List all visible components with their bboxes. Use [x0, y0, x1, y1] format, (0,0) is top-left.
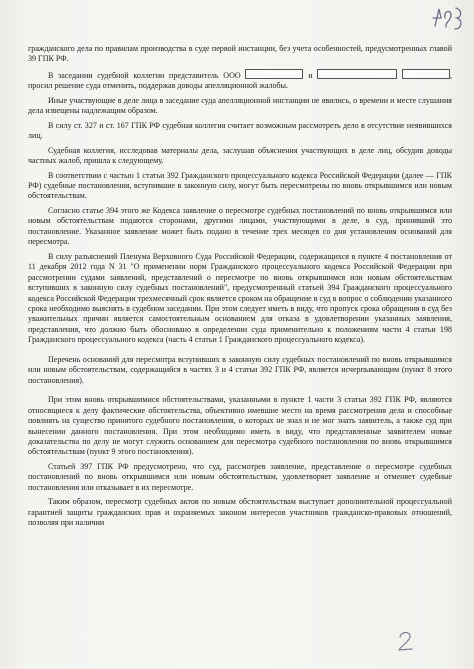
paragraph-article-394: Согласно статье 394 этого же Кодекса заявление о пересмотре судебных постановлений по вновь открывшимся или новым обстоятельствам подаются сторонами, другими лицами, участвующими в деле, в суд, принявший это постановление. Указанное заявление может быть подано в течение трех месяцев со дня установления оснований для пересмотра.: [28, 205, 452, 247]
handwritten-page-number-top: [429, 4, 465, 32]
paragraph-session: В заседании судебной коллегии представитель ООО и , просил решение суда отменить, поддержав доводы апелляционной жалобы.: [28, 70, 453, 91]
paragraph-article-392: В соответствии с частью 1 статьи 392 Гражданского процессуального кодекса Российской Федерации (далее — ГПК РФ) судебные постановления, вступившие в законную силу, могут быть пересмотрены по вновь открывшимся или новым обстоятельствам.: [28, 170, 452, 201]
redacted-field: [245, 69, 303, 79]
paragraph-list-of-grounds: Перечень оснований для пересмотра вступивших в законную силу судебных постановлений по вновь открывшимся или новым обстоятельствам, содержащийся в частях 3 и 4 статьи 392 ГПК РФ, является исчерпывающим (пункт 8 этого постановления).: [28, 354, 452, 385]
paragraph-newly-discovered: При этом вновь открывшимися обстоятельствами, указанными в пункте 1 части 3 статьи 392 ГПК РФ, являются относящиеся к делу фактические обстоятельства, объективно имевшие место на время рассмотрения дела и способные повлиять на существо принятого судебного постановления, о которых не знал и не мог знать заявитель, а также суд при вынесении данного постановления. При этом необходимо иметь в виду, что представленные заявителем новые доказательства по делу не могут служить основанием для пересмотра судебного постановления по вновь открывшимся обстоятельствам (пункт 9 этого постановления).: [28, 395, 452, 457]
paragraph-continuation: гражданского дела по правилам производства в суде первой инстанции, без учета особенностей, предусмотренных главой 39 ГПК РФ.: [28, 44, 452, 64]
handwritten-page-number-bottom: [395, 629, 417, 653]
paragraph-plenum: В силу разъяснений Пленума Верховного Суда Российской Федерации, содержащихся в пункте 4 постановления от 11 декабря 2012 года N 31 "О применении норм Гражданского процессуального кодекса Российской Федерации при рассмотрении судами заявлений, представлений о пересмотре по вновь открывшимся или новым обстоятельствам вступивших в законную силу судебных постановлений", предусмотренный статьей 394 Гражданского процессуального кодекса Российской Федерации трехмесячный срок является сроком на обращение в суд в вопрос о соблюдении указанного срока необходимо выяснять в судебном заседании. При этом следует иметь в виду, что пропуск срока обращения в суд без уважительных причин является самостоятельным основанием для отказа в удовлетворении указанных заявления, представления, что должно быть обосновано в определении суда применительно к положениям части 4 статьи 198 Гражданского процессуального кодекса (часть 4 статьи 1 Гражданского процессуального кодекса).: [28, 251, 452, 345]
redacted-field: [317, 69, 397, 79]
paragraph-collegium: Судебная коллегия, исследовав материалы дела, заслушав объяснения участвующих в деле лиц, обсудив доводы частных жалоб, пришла к следующему.: [28, 145, 452, 166]
paragraph-article-397: Статьей 397 ГПК РФ предусмотрено, что суд, рассмотрев заявление, представление о пересмотре судебных постановлений по вновь открывшимся или новым обстоятельствам, удовлетворяет заявление и отменяет судебные постановления или отказывает в их пересмотре.: [28, 461, 452, 492]
redacted-field: [402, 69, 450, 79]
paragraph-article-327: В силу ст. 327 и ст. 167 ГПК РФ судебная коллегия считает возможным рассмотреть дело в отсутствие неявившихся лиц.: [28, 120, 452, 141]
paragraph-absent-parties: Иные участвующие в деле лица в заседание суда апелляционной инстанции не явились, о времени и месте слушания дела извещены надлежащим образом.: [28, 95, 452, 116]
paragraph-conclusion: Таким образом, пересмотр судебных актов по новым обстоятельствам выступает дополнительной процессуальной гарантией защиты гражданских прав и охраняемых законом интересов участников гражданско-правовых отношений, позволяя при наличии: [28, 497, 452, 528]
document-body: [28, 44, 452, 529]
